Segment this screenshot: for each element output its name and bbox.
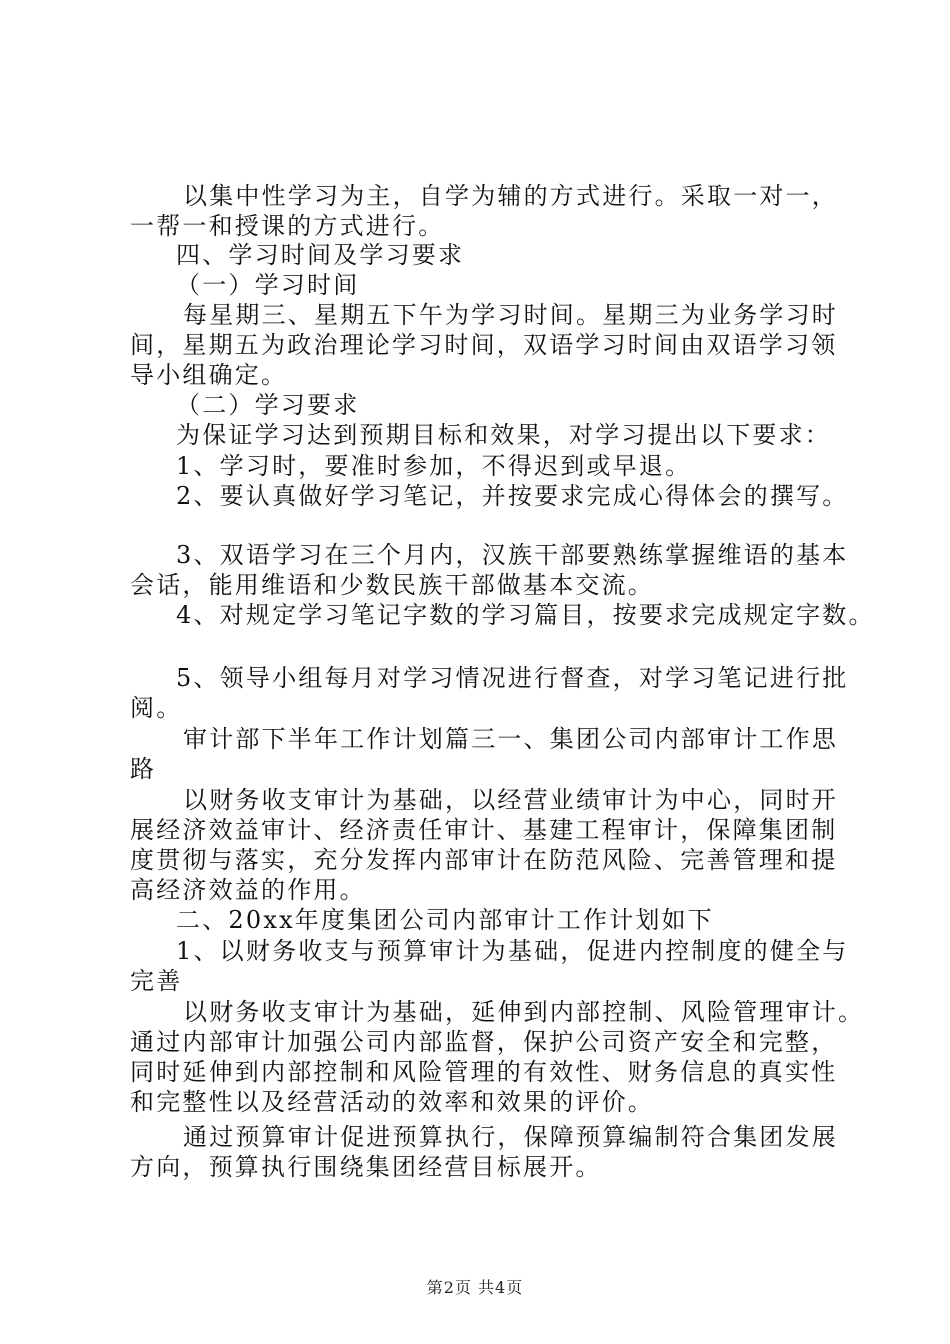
paragraph-audit-approach-line-2: 展经济效益审计、经济责任审计、基建工程审计，保障集团制 <box>130 816 838 844</box>
page-number-footer: 第2页 共4页 <box>426 1278 524 1297</box>
paragraph-study-time-line-3: 导小组确定。 <box>130 361 288 389</box>
subheading-study-requirements: （二）学习要求 <box>176 391 360 419</box>
paragraph-requirements-intro: 为保证学习达到预期目标和效果，对学习提出以下要求： <box>176 421 831 449</box>
section-title-line-1: 审计部下半年工作计划篇三一、集团公司内部审计工作思 <box>183 725 838 753</box>
list-item-5-line-2: 阅。 <box>130 694 183 722</box>
paragraph-audit-approach-line-1: 以财务收支审计为基础，以经营业绩审计为中心，同时开 <box>183 786 838 814</box>
list-item-1: 1、学习时，要准时参加，不得迟到或早退。 <box>176 452 692 480</box>
paragraph-budget-audit-line-1: 通过预算审计促进预算执行，保障预算编制符合集团发展 <box>183 1123 838 1151</box>
paragraph-internal-control-line-4: 和完整性以及经营活动的效率和效果的评价。 <box>130 1088 654 1116</box>
paragraph-study-method-line-2: 一帮一和授课的方式进行。 <box>130 212 445 240</box>
paragraph-study-method-line-1: 以集中性学习为主，自学为辅的方式进行。采取一对一， <box>183 182 838 210</box>
section-heading-annual-plan: 二、20xx年度集团公司内部审计工作计划如下 <box>176 906 715 934</box>
paragraph-internal-control-line-2: 通过内部审计加强公司内部监督，保护公司资产安全和完整， <box>130 1028 838 1056</box>
list-item-2: 2、要认真做好学习笔记，并按要求完成心得体会的撰写。 <box>176 482 849 510</box>
paragraph-budget-audit-line-2: 方向，预算执行围绕集团经营目标展开。 <box>130 1153 602 1181</box>
paragraph-study-time-line-1: 每星期三、星期五下午为学习时间。星期三为业务学习时 <box>183 301 838 329</box>
paragraph-audit-approach-line-4: 高经济效益的作用。 <box>130 876 366 904</box>
list-item-4: 4、对规定学习笔记字数的学习篇目，按要求完成规定字数。 <box>176 601 875 629</box>
paragraph-internal-control-line-1: 以财务收支审计为基础，延伸到内部控制、风险管理审计。 <box>183 998 865 1026</box>
paragraph-internal-control-line-3: 同时延伸到内部控制和风险管理的有效性、财务信息的真实性 <box>130 1058 838 1086</box>
list-item-5-line-1: 5、领导小组每月对学习情况进行督查，对学习笔记进行批 <box>176 664 849 692</box>
paragraph-study-time-line-2: 间，星期五为政治理论学习时间，双语学习时间由双语学习领 <box>130 331 838 359</box>
paragraph-audit-approach-line-3: 度贯彻与落实，充分发挥内部审计在防范风险、完善管理和提 <box>130 846 838 874</box>
section-heading-study-time: 四、学习时间及学习要求 <box>176 241 465 269</box>
plan-item-1-line-2: 完善 <box>130 967 183 995</box>
section-title-line-2: 路 <box>130 755 157 783</box>
plan-item-1-line-1: 1、以财务收支与预算审计为基础，促进内控制度的健全与 <box>176 937 849 965</box>
list-item-3-line-1: 3、双语学习在三个月内，汉族干部要熟练掌握维语的基本 <box>176 541 849 569</box>
subheading-study-time: （一）学习时间 <box>176 271 360 299</box>
list-item-3-line-2: 会话，能用维语和少数民族干部做基本交流。 <box>130 571 654 599</box>
